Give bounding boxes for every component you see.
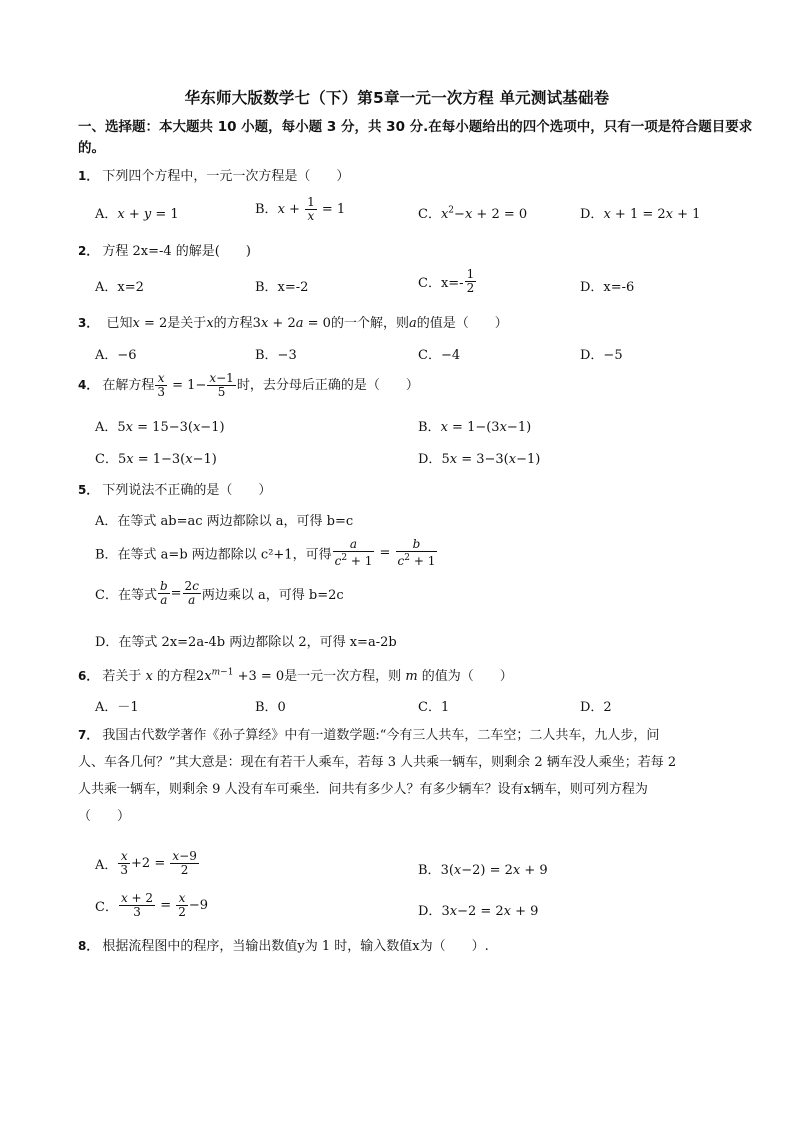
- q7-option-d[interactable]: D．3x−2 = 2x + 9: [418, 904, 539, 919]
- q5-option-d[interactable]: D．在等式 2x=2a-4b 两边都除以 2，可得 x=a-2b: [95, 635, 397, 650]
- q6-option-d[interactable]: D．2: [580, 700, 612, 715]
- q5-option-a[interactable]: A．在等式 ab=ac 两边都除以 a，可得 b=c: [95, 514, 354, 529]
- question-number: 6．: [78, 669, 99, 683]
- q2-option-c[interactable]: C．x=- $\frac{1}{2}$: [418, 267, 475, 295]
- q7-option-c[interactable]: C． $\frac{x + 2}{3}$ = $\frac{x}{2}$ −9: [95, 891, 209, 919]
- q4-option-b[interactable]: B．x = 1−(3x−1): [418, 420, 532, 435]
- question-8: [78, 935, 754, 954]
- q6-option-c[interactable]: C．1: [418, 700, 450, 715]
- question-number: 4．: [78, 378, 99, 392]
- q7-option-a[interactable]: A． $\frac{x}{3}$ +2 = $\frac{x-9}{2}$: [95, 849, 197, 877]
- question-number: 5．: [78, 483, 99, 497]
- q3-option-c[interactable]: C．−4: [418, 348, 461, 363]
- question-7: 7． 我国古代数学著作《孙子算经》中有一道数学题:“今有三人共车，二车空；二人共车，九人步，问 人、车各几何？”其大意是：现在有若干人乘车，若每 3 人共乘一辆车，则剩余 2 辆车没人乘坐；若每 2 人共乘一辆车，则剩余 9 人没有车可乘坐．问共有多少人？有多少辆车？设有x辆车，则可列方程为 （ ）: [78, 728, 677, 824]
- q2-option-a[interactable]: A．x=2: [95, 280, 144, 295]
- q1-option-d[interactable]: D．x + 1 = 2x + 1: [580, 207, 701, 222]
- q4-option-c[interactable]: C．5x = 1−3(x−1): [95, 452, 217, 467]
- q3-option-a[interactable]: A．−6: [95, 348, 137, 363]
- q2-option-b[interactable]: B．x=-2: [255, 280, 309, 295]
- question-number: 1．: [78, 169, 99, 183]
- question-text: 根据流程图中的程序，当输出数值y为 1 时，输入数值x为（ ）.: [102, 939, 489, 954]
- q5-option-b[interactable]: B．在等式 a=b 两边都除以 c²+1，可得 $\frac{a}{c^2 + 1}$ = $\frac{b}{c^2 + 1}$: [95, 537, 436, 568]
- question-number: 2．: [78, 244, 99, 258]
- question-number: 8．: [78, 939, 99, 953]
- q6-option-a[interactable]: A．－1: [95, 700, 139, 715]
- question-6: 6． 若关于 x 的方程$2x^{m-1} +3 = 0$是一元一次方程，则 m 的值为（ ）: [78, 667, 513, 684]
- q5-option-c[interactable]: C．在等式 $\frac{b}{a}$ = $\frac{2c}{a}$ 两边乘以 a，可得 b=2c: [95, 579, 344, 607]
- question-text: 下列四个方程中，一元一次方程是（ ）: [102, 169, 350, 184]
- question-4: 4． 在解方程 $\frac{x}{3}$ = 1− $\frac{x-1}{5}$ 时，去分母后正确的是（ ）: [78, 371, 419, 399]
- question-1: [78, 165, 754, 184]
- q1-option-a[interactable]: A．x + y = 1: [95, 207, 179, 222]
- page-title: 华东师大版数学七（下）第5章一元一次方程 单元测试基础卷: [184, 89, 610, 107]
- question-number: 7．: [78, 728, 99, 742]
- section-heading: 一、选择题：本大题共 10 小题，每小题 3 分，共 30 分.在每小题给出的四个选项中，只有一项是符合题目要求的。: [78, 119, 753, 156]
- question-5: [78, 479, 754, 498]
- q4-option-a[interactable]: A．5x = 15−3(x−1): [95, 420, 225, 435]
- q7-option-b[interactable]: B．3(x−2) = 2x + 9: [418, 863, 548, 878]
- question-2: [78, 240, 754, 259]
- question-3: 3． 已知x = 2是关于x的方程3x + 2a = 0的一个解，则a的值是（ ）: [78, 316, 508, 331]
- q3-option-b[interactable]: B．−3: [255, 348, 297, 363]
- q1-option-c[interactable]: C．$x^2-x + 2 = 0$: [418, 205, 528, 222]
- question-text: 方程 2x=-4 的解是( ): [102, 244, 251, 259]
- question-number: 3．: [78, 316, 99, 330]
- q6-option-b[interactable]: B．0: [255, 700, 286, 715]
- q4-option-d[interactable]: D．5x = 3−3(x−1): [418, 452, 541, 467]
- q1-option-b[interactable]: B．x + $\frac{1}{x}$ = 1: [255, 195, 346, 223]
- q3-option-d[interactable]: D．−5: [580, 348, 623, 363]
- question-text: 下列说法不正确的是（ ）: [102, 483, 272, 498]
- q2-option-d[interactable]: D．x=-6: [580, 280, 635, 295]
